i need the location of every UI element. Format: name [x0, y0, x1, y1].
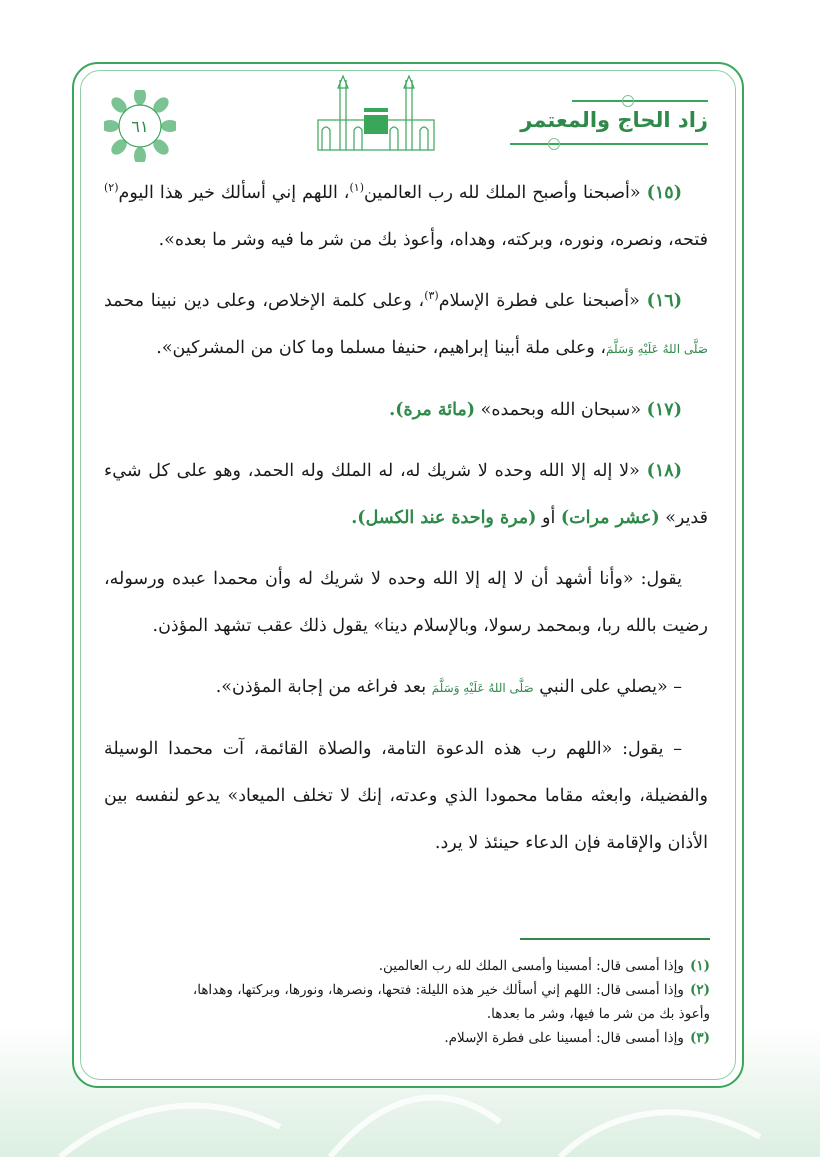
repeat-count: (مائة مرة).: [389, 400, 476, 420]
repeat-count: (مرة واحدة عند الكسل).: [351, 508, 537, 528]
footnote-1: (١)وإذا أمسى قال: أمسينا وأمسى الملك لله رب العالمين.: [378, 958, 710, 974]
kaaba-mosque-icon: [314, 74, 438, 154]
dhikr-paragraph-15: (١٥) «أصبحنا وأصبح الملك لله رب العالمين$^{(١)}$، اللهم إني أسألك خير هذا اليوم$^{(٢)}$ فتحه، ونصره، ونوره، وبركته، وهداه، وأعوذ بك من شر ما فيه وشر ما بعده».: [104, 181, 708, 250]
salawat-paragraph: – «يصلي على النبي صَلَّى اللهُ عَلَيْهِ وَسَلَّمَ بعد فراغه من إجابة المؤذن».: [215, 677, 682, 697]
title-ornament: [548, 138, 560, 150]
main-text: [104, 170, 708, 881]
footnote-separator: [520, 938, 710, 940]
salawat-glyph: صَلَّى اللهُ عَلَيْهِ وَسَلَّمَ: [431, 681, 534, 695]
page-number: ٦١: [131, 116, 149, 136]
title-rule-top: [572, 100, 708, 102]
footnote-ref[interactable]: (٣): [424, 289, 439, 303]
salawat-glyph: صَلَّى اللهُ عَلَيْهِ وَسَلَّمَ: [606, 342, 708, 356]
dhikr-number: (١٧): [646, 400, 682, 420]
footnote-ref[interactable]: (١): [349, 181, 364, 195]
title-ornament: [622, 95, 634, 107]
dhikr-paragraph-18: (١٨) «لا إله إلا الله وحده لا شريك له، له الملك وله الحمد، وهو على كل شيء قدير» (عشر مرات) أو (مرة واحدة عند الكسل).: [104, 461, 708, 528]
footnote-2-continuation: وأعوذ بك من شر ما فيها، وشر ما بعدها.: [486, 1006, 710, 1022]
footnote-3: (٣)وإذا أمسى قال: أمسينا على فطرة الإسلام.: [444, 1030, 710, 1046]
dhikr-paragraph-17: (١٧) «سبحان الله وبحمده» (مائة مرة).: [389, 400, 682, 420]
footnotes: [104, 954, 710, 1050]
dhikr-paragraph-16: (١٦) «أصبحنا على فطرة الإسلام$^{(٣)}$، وعلى كلمة الإخلاص، وعلى دين نبينا محمد صَلَّى اللهُ عَلَيْهِ وَسَلَّمَ، وعلى ملة أبينا إبراهيم، حنيفا مسلما وما كان من المشركين».: [104, 289, 708, 358]
footnote-2: (٢)وإذا أمسى قال: اللهم إني أسألك خير هذه الليلة: فتحها، ونصرها، ونورها، وبركتها، وهداها،: [192, 982, 710, 998]
dua-paragraph: – يقول: «اللهم رب هذه الدعوة التامة، والصلاة القائمة، آت محمدا الوسيلة والفضيلة، وابعثه مقاما محمودا الذي وعدته، إنك لا تخلف الميعاد» يدعو لنفسه بين الأذان والإقامة فإن الدعاء حينئذ لا يرد.: [104, 739, 708, 853]
footnote-ref[interactable]: (٢): [104, 181, 119, 195]
adhan-response-paragraph: يقول: «وأنا أشهد أن لا إله إلا الله وحده لا شريك له وأن محمدا عبده ورسوله، رضيت بالله ربا، وبمحمد رسولا، وبالإسلام دينا» يقول ذلك عقب تشهد المؤذن.: [104, 569, 708, 636]
dhikr-number: (١٦): [646, 291, 682, 311]
dhikr-number: (١٥): [646, 183, 682, 203]
title-rule-bottom: [510, 143, 708, 145]
book-title: زاد الحاج والمعتمر: [520, 108, 708, 132]
repeat-count: (عشر مرات): [560, 508, 660, 528]
dhikr-number: (١٨): [646, 461, 682, 481]
